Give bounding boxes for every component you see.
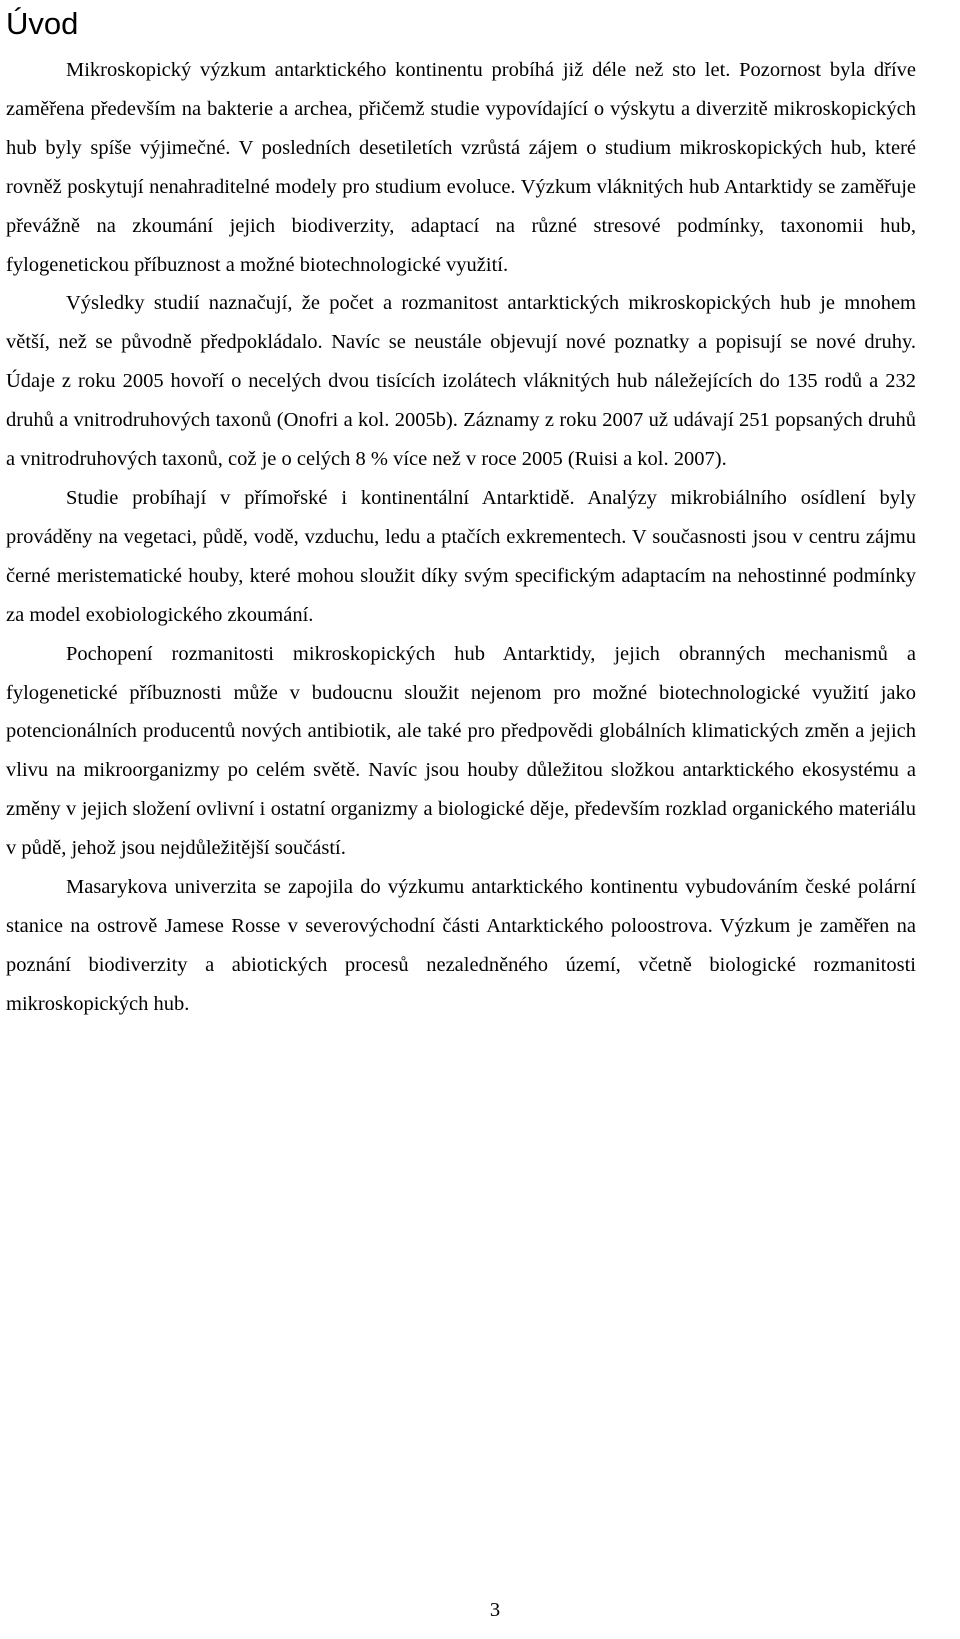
paragraph-3: Studie probíhají v přímořské i kontinentální Antarktidě. Analýzy mikrobiálního osídlení byly prováděny na vegetaci, půdě, vodě, vzduchu, ledu a ptačích exkrementech. V současnosti jsou v centru zájmu černé meristematické houby, které mohou sloužit díky svým specifickým adaptacím na nehostinné podmínky za model exobiologického zkoumání. [6,486,916,626]
paragraph-5: Masarykova univerzita se zapojila do výzkumu antarktického kontinentu vybudováním české polární stanice na ostrově Jamese Rosse v severovýchodní části Antarktického poloostrova. Výzkum je zaměřen na poznání biodiverzity a abiotických procesů nezaledněného území, včetně biologické rozmanitosti mikroskopických hub. [6,876,916,1015]
paragraph-1: Mikroskopický výzkum antarktického kontinentu probíhá již déle než sto let. Pozornost byla dříve zaměřena především na bakterie a archea, přičemž studie vypovídající o výskytu a diverzitě mikroskopických hub byly spíše výjimečné. V posledních desetiletích vzrůstá zájem o studium mikroskopických hub, které rovněž poskytují nenahraditelné modely pro studium evoluce. Výzkum vláknitých hub Antarktidy se zaměřuje převážně na zkoumání jejich biodiverzity, adaptací na různé stresové podmínky, taxonomii hub, fylogenetickou příbuznost a možné biotechnologické využití. [6,59,916,276]
paragraph-2: Výsledky studií naznačují, že počet a rozmanitost antarktických mikroskopických hub je mnohem větší, než se původně předpokládalo. Navíc se neustále objevují nové poznatky a popisují se nové druhy. Údaje z roku 2005 hovoří o necelých dvou tisících izolátech vláknitých hub náležejících do 135 rodů a 232 druhů a vnitrodruhových taxonů (Onofri a kol. 2005b). Záznamy z roku 2007 už udávají 251 popsaných druhů a vnitrodruhových taxonů, což je o celých 8 % více než v roce 2005 (Ruisi a kol. 2007). [6,292,916,471]
page-title: Úvod [6,6,79,41]
body-text [6,51,916,1024]
paragraph-4: Pochopení rozmanitosti mikroskopických hub Antarktidy, jejich obranných mechanismů a fylogenetické příbuznosti může v budoucnu sloužit nejenom pro možné biotechnologické využití jako potencionálních producentů nových antibiotik, ale také pro předpovědi globálních klimatických změn a jejich vlivu na mikroorganizmy po celém světě. Navíc jsou houby důležitou složkou antarktického ekosystému a změny v jejich složení ovlivní i ostatní organizmy a biologické děje, především rozklad organického materiálu v půdě, jehož jsou nejdůležitější součástí. [6,642,916,860]
page-number: 3 [489,1599,501,1621]
